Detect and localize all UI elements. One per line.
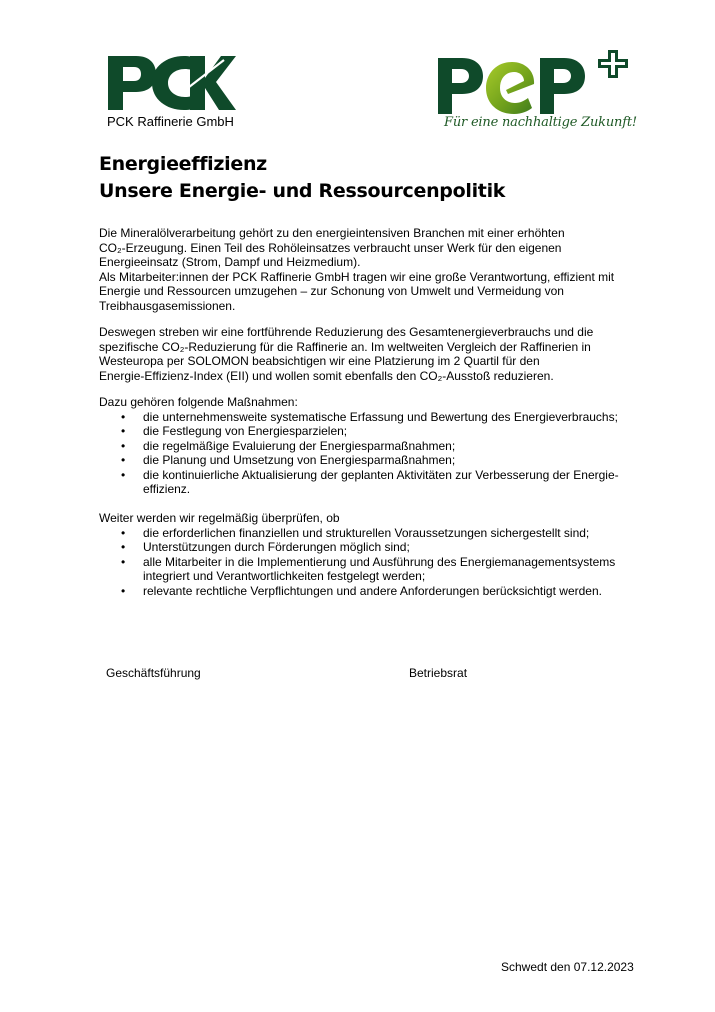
list-item-text: alle Mitarbeiter in die Implementierung und Ausführung des Energiemanagementsystems	[143, 554, 616, 569]
pck-logo	[106, 54, 236, 112]
intro-paragraph	[99, 226, 659, 313]
list-item	[99, 555, 659, 584]
list-item-text: relevante rechtliche Verpflichtungen und andere Anforderungen berücksichtigt werden.	[143, 583, 602, 598]
bullet-icon: •	[121, 540, 126, 554]
text-line: Die Mineralölverarbeitung gehört zu den energieintensiven Branchen mit einer erhöhten	[99, 226, 565, 240]
text-line: Als Mitarbeiter:innen der PCK Raffinerie GmbH tragen wir eine große Verantwortung, effizient mit	[99, 269, 615, 284]
document-subtitle: Unsere Energie- und Ressourcenpolitik	[99, 180, 506, 202]
bullet-icon: •	[121, 409, 126, 424]
goals-paragraph	[99, 325, 659, 383]
company-name: PCK Raffinerie GmbH	[107, 114, 234, 129]
list-item-text: die regelmäßige Evaluierung der Energiesparmaßnahmen;	[143, 438, 456, 453]
list-item-text: die erforderlichen finanziellen und strukturellen Voraussetzungen sichergestellt sind;	[143, 525, 590, 540]
text-line: Westeuropa per SOLOMON beabsichtigen wir eine Platzierung im 2 Quartil für den	[99, 354, 540, 368]
list-item-text: die kontinuierliche Aktualisierung der geplanten Aktivitäten zur Verbesserung der Energie-	[143, 467, 619, 482]
list-item-text: integriert und Verantwortlichkeiten festgelegt werden;	[143, 569, 426, 583]
list-item-text: Unterstützungen durch Förderungen möglich sind;	[143, 540, 410, 554]
text-line: Energieeinsatz (Strom, Dampf und Heizmedium).	[99, 255, 361, 269]
measures-intro: Dazu gehören folgende Maßnahmen:	[99, 395, 298, 409]
text-line: Energie und Ressourcen umzugehen – zur Schonung von Umwelt und Vermeidung von	[99, 284, 564, 298]
measures-list	[99, 410, 659, 497]
list-item	[99, 526, 659, 541]
signature-works-council: Betriebsrat	[409, 666, 468, 680]
list-item-text: die Festlegung von Energiesparzielen;	[143, 424, 348, 438]
bullet-icon: •	[121, 424, 126, 438]
text-line: spezifische CO₂-Reduzierung für die Raffinerie an. Im weltweiten Vergleich der Raffinerien in	[99, 339, 591, 354]
pep-slogan: Für eine nachhaltige Zukunft!	[444, 115, 637, 130]
bullet-icon: •	[121, 525, 126, 540]
review-list	[99, 526, 659, 599]
bullet-icon: •	[121, 554, 126, 569]
bullet-icon: •	[121, 453, 126, 467]
pep-plus-logo	[436, 48, 632, 116]
list-item	[99, 584, 659, 599]
measures-section	[99, 395, 659, 497]
text-line: Treibhausgasemissionen.	[99, 298, 236, 313]
signature-management: Geschäftsführung	[106, 666, 201, 680]
list-item	[99, 439, 659, 454]
text-line: CO₂-Erzeugung. Einen Teil des Rohöleinsatzes verbraucht unser Werk für den eigenen	[99, 240, 562, 255]
list-item	[99, 424, 659, 439]
list-item	[99, 540, 659, 555]
bullet-icon: •	[121, 583, 126, 598]
text-line: Energie-Effizienz-Index (EII) und wollen somit ebenfalls den CO₂-Ausstoß reduzieren.	[99, 368, 554, 383]
list-item	[99, 468, 659, 497]
review-intro: Weiter werden wir regelmäßig überprüfen, ob	[99, 511, 340, 525]
bullet-icon: •	[121, 467, 126, 482]
list-item	[99, 453, 659, 468]
bullet-icon: •	[121, 438, 126, 453]
document-title: Energieeffizienz	[99, 153, 267, 175]
review-section	[99, 511, 659, 598]
place-and-date: Schwedt den 07.12.2023	[501, 960, 634, 974]
list-item-text: effizienz.	[143, 482, 191, 496]
list-item-text: die unternehmensweite systematische Erfassung und Bewertung des Energieverbrauchs;	[143, 409, 618, 424]
list-item	[99, 410, 659, 425]
text-line: Deswegen streben wir eine fortführende Reduzierung des Gesamtenergieverbrauchs und die	[99, 325, 594, 339]
list-item-text: die Planung und Umsetzung von Energiesparmaßnahmen;	[143, 453, 456, 467]
